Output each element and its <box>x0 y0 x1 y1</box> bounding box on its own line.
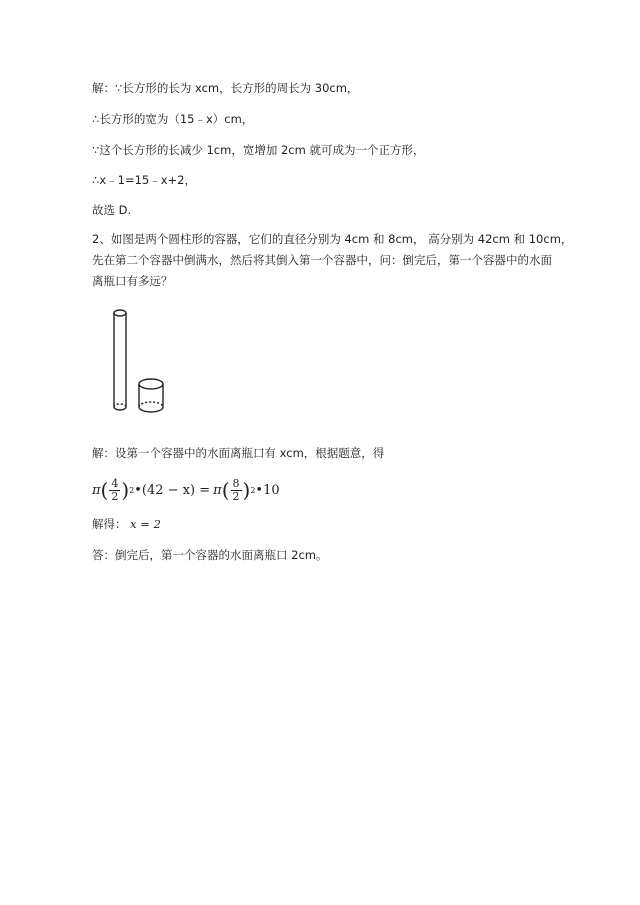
tall-cylinder <box>114 310 126 410</box>
equation-left-rest: •(42 − x) = <box>134 482 211 498</box>
equation-right-rest: •10 <box>255 482 280 498</box>
solution1-line2: ∴长方形的宽为（15﹣x）cm， <box>92 112 254 126</box>
solution1-line1: 解：∵长方形的长为 xcm，长方形的周长为 30cm， <box>92 81 359 95</box>
result-line <box>92 516 161 532</box>
short-cylinder <box>139 379 163 412</box>
question-2-line1: 2、如图是两个圆柱形的容器，它们的直径分别为 4cm 和 8cm， 高分别为 42cm 和 10cm， <box>92 232 573 246</box>
solution2-intro: 解：设第一个容器中的水面离瓶口有 xcm，根据题意，得 <box>92 446 385 460</box>
question-2-line3: 离瓶口有多远？ <box>92 274 173 288</box>
question-2-line2: 先在第二个容器中倒满水，然后将其倒入第一个容器中，问：倒完后，第一个容器中的水面 <box>92 253 552 267</box>
pi-symbol-right: π <box>213 482 222 498</box>
result-label: 解得： <box>92 517 127 531</box>
fraction-8-over-2: $\frac{8}{2}$ <box>232 476 240 503</box>
pi-symbol: π <box>92 482 101 498</box>
equation: π ( $\frac{4}{2}$ ) 2 •(42 − x) = π ( $\frac{8}{2}$ ) 2 •10 <box>92 476 280 503</box>
fraction-4-over-2: $\frac{4}{2}$ <box>111 476 119 503</box>
cylinders-figure <box>100 305 180 417</box>
question-2 <box>92 229 573 292</box>
result-value: x = 2 <box>130 517 161 531</box>
solution1-answer: 故选 D. <box>92 203 132 217</box>
solution1-line3: ∵这个长方形的长减少 1cm，宽增加 2cm 就可成为一个正方形， <box>92 143 425 157</box>
solution1-line4: ∴x﹣1=15﹣x+2， <box>92 173 196 187</box>
final-answer: 答：倒完后，第一个容器的水面离瓶口 2cm。 <box>92 548 328 562</box>
